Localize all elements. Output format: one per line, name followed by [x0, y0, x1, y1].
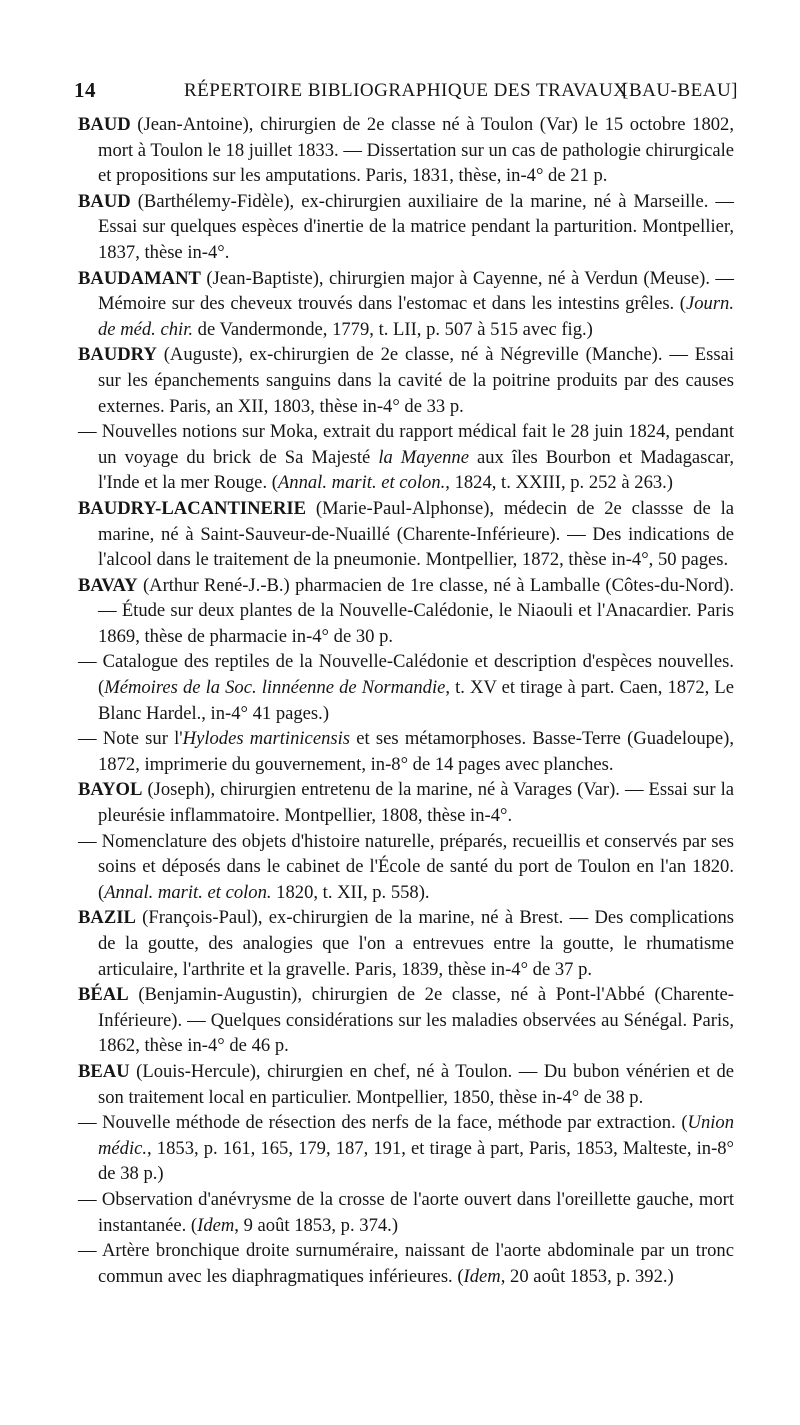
entry-text: (Louis-Hercule), chirurgien en chef, né à Toulon. — Du bubon vénérien et de son traitement local en particulier. Montpellier, 1850, thèse in-4° de 38 p. [98, 1060, 734, 1108]
entry-text-continued: , 9 août 1853, p. 374.) [234, 1214, 399, 1236]
sub-entry [78, 829, 734, 906]
entry-text-continued: 1820, t. XII, p. 558). [271, 881, 430, 903]
author-entry [78, 266, 734, 343]
author-name: BAUDRY-LACANTINERIE [78, 497, 307, 519]
author-name: BAZIL [78, 907, 136, 929]
author-name: BAVAY [78, 574, 138, 596]
citation-title: Annal. marit. et colon. [104, 881, 272, 903]
entry-text-continued: , t. XV et tirage à part. Caen, 1872, Le Blanc Hardel., in-4° 41 pages.) [98, 677, 734, 724]
entry-text-continued: , 1853, p. 161, 165, 179, 187, 191, et tirage à part, Paris, 1853, Malteste, in-8° de 38 p.) [98, 1137, 734, 1185]
sub-entry [78, 726, 734, 777]
author-entry [78, 189, 734, 266]
author-entry [78, 573, 734, 650]
entry-text: — Note sur l' [78, 728, 183, 750]
page-number: 14 [74, 78, 96, 102]
entry-text: (Jean-Antoine), chirurgien de 2e classe né à Toulon (Var) le 15 octobre 1802, mort à Toulon le 18 juillet 1833. — Dissertation sur un cas de pathologie chirurgicale et propositions sur les amputations. Paris, 1831, thèse, in-4° de 21 p. [98, 114, 734, 187]
running-title: RÉPERTOIRE BIBLIOGRAPHIQUE DES TRAVAUX [184, 80, 628, 101]
page-header [74, 78, 738, 108]
entry-text: (Auguste), ex-chirurgien de 2e classe, né à Négreville (Manche). — Essai sur les épanchements sanguins dans la cavité de la poitrine produits par des causes externes. Paris, an XII, 1803, thèse in-4° de 33 p. [98, 344, 734, 417]
entry-text: (Marie-Paul-Alphonse), médecin de 2e classse de la marine, né à Saint-Sauveur-de-Nuaillé (Charente-Inférieure). — Des indications de l'alcool dans le traitement de la pneumonie. Montpellier, 1872, thèse in-4°, 50 pages. [98, 497, 734, 571]
citation-title: Mémoires de la Soc. linnéenne de Normandie [104, 677, 446, 699]
author-name: BAUD [78, 190, 131, 212]
entry-text: — Artère bronchique droite surnuméraire, naissant de l'aorte abdominale par un tronc commun avec les diaphragmatiques inférieures. ( [78, 1240, 734, 1287]
author-entry [78, 777, 734, 828]
alphabetical-range: [BAU-BEAU] [622, 80, 738, 101]
author-entry [78, 342, 734, 419]
author-entry [78, 496, 734, 573]
author-entry [78, 982, 734, 1059]
entry-text: — Nouvelle méthode de résection des nerfs de la face, méthode par extraction. ( [78, 1112, 688, 1134]
author-entry [78, 905, 734, 982]
author-name: BAUDRY [78, 344, 157, 366]
entry-text: (Joseph), chirurgien entretenu de la marine, né à Varages (Var). — Essai sur la pleurésie inflammatoire. Montpellier, 1808, thèse in-4°. [98, 779, 734, 827]
citation-title: Idem [197, 1214, 235, 1236]
citation-title: la Mayenne [378, 446, 469, 468]
entry-text-continued: de Vandermonde, 1779, t. LII, p. 507 à 515 avec fig.) [193, 318, 593, 340]
author-name: BEAU [78, 1060, 130, 1082]
author-entry [78, 112, 734, 189]
entry-text: — Observation d'anévrysme de la crosse de l'aorte ouvert dans l'oreillette gauche, mort instantanée. ( [78, 1188, 734, 1236]
author-name: BÉAL [78, 984, 129, 1006]
sub-entry [78, 1238, 734, 1289]
entry-text: (Jean-Baptiste), chirurgien major à Cayenne, né à Verdun (Meuse). — Mémoire sur des cheveux trouvés dans l'estomac et dans les intestins grêles. ( [98, 267, 734, 315]
citation-title: Journ. de méd. chir. [98, 293, 734, 340]
entry-text-continued: et ses métamorphoses. Basse-Terre (Guadeloupe), 1872, imprimerie du gouvernement, in-8° de 14 pages avec planches. [98, 728, 735, 775]
entry-text: — Nouvelles notions sur Moka, extrait du rapport médical fait le 28 juin 1824, pendant un voyage du brick de Sa Majesté [78, 421, 734, 468]
entry-text: (Benjamin-Augustin), chirurgien de 2e classe, né à Pont-l'Abbé (Charente-Inférieure). — Quelques considérations sur les maladies observées au Sénégal. Paris, 1862, thèse in-4° de 46 p. [98, 984, 734, 1057]
author-name: BAUD [78, 114, 131, 135]
citation-title: Union médic. [98, 1112, 734, 1159]
bibliography-body [78, 112, 734, 1289]
sub-entry [78, 649, 734, 726]
entry-text: — Catalogue des reptiles de la Nouvelle-Calédonie et description d'espèces nouvelles. ( [78, 651, 734, 699]
citation-title: Hylodes martinicensis [182, 728, 351, 750]
entry-text: (François-Paul), ex-chirurgien de la marine, né à Brest. — Des complications de la goutte, des analogies que l'on a entrevues entre la goutte, le rhumatisme articulaire, l'arthrite et la gravelle. Paris, 1839, thèse in-4° de 37 p. [98, 907, 734, 980]
citation-title: Annal. marit. et colon. [277, 472, 446, 494]
entry-text: (Arthur René-J.-B.) pharmacien de 1re classe, né à Lamballe (Côtes-du-Nord). — Étude sur deux plantes de la Nouvelle-Calédonie, le Niaouli et l'Anacardier. Paris 1869, thèse de pharmacie in-4° de 30 p. [98, 574, 734, 647]
citation-title: Idem [463, 1265, 501, 1287]
author-entry [78, 1059, 734, 1110]
entry-text-continued: , 1824, t. XXIII, p. 252 à 263.) [445, 472, 674, 494]
author-name: BAUDAMANT [78, 267, 201, 289]
entry-text: — Nomenclature des objets d'histoire naturelle, préparés, recueillis et conservés par ses soins et déposés dans le cabinet de l'École de santé du port de Toulon en l'an 1820. ( [78, 830, 734, 903]
entry-text-continued: aux îles Bourbon et Madagascar, l'Inde et la mer Rouge. ( [98, 446, 734, 494]
sub-entry [78, 1110, 734, 1187]
sub-entry [78, 1187, 734, 1238]
author-name: BAYOL [78, 779, 143, 801]
sub-entry [78, 419, 734, 496]
entry-text: (Barthélemy-Fidèle), ex-chirurgien auxiliaire de la marine, né à Marseille. — Essai sur quelques espèces d'inertie de la matrice pendant la parturition. Montpellier, 1837, thèse in-4°. [98, 190, 734, 263]
entry-text-continued: , 20 août 1853, p. 392.) [500, 1265, 674, 1287]
